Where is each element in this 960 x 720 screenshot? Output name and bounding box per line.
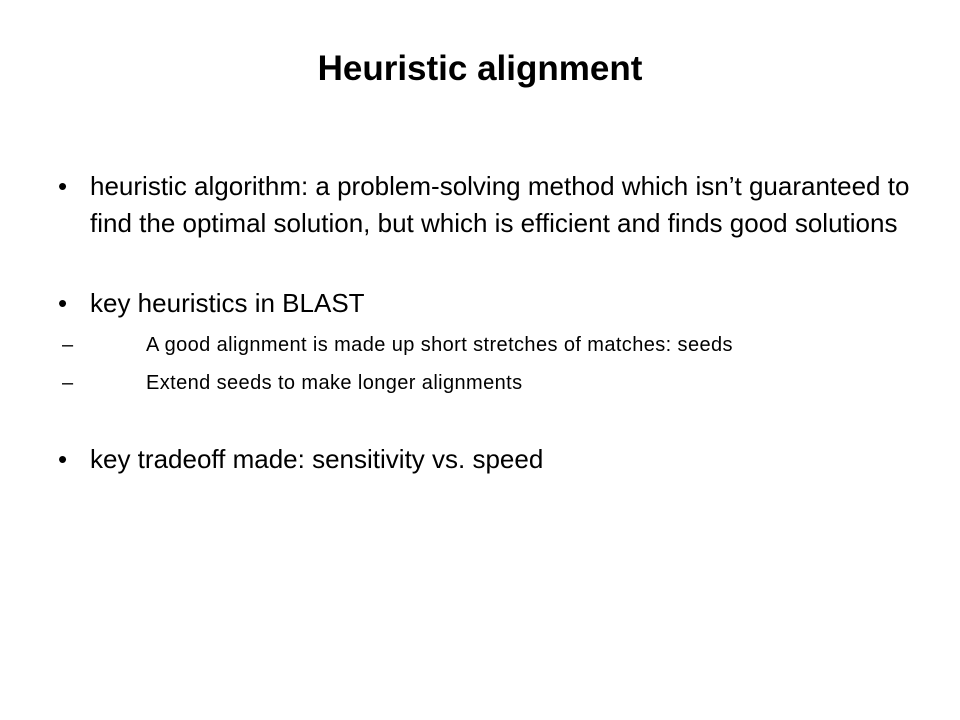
bullet-item-key-tradeoff bbox=[56, 441, 916, 478]
bullet-icon: • bbox=[58, 288, 68, 318]
bullet-icon: • bbox=[58, 171, 68, 201]
sub-bullet-item-extend-seeds bbox=[62, 368, 916, 398]
slide-title: Heuristic alignment bbox=[317, 49, 643, 88]
sub-bullet-item-seeds bbox=[62, 330, 916, 360]
bullet-text: heuristic algorithm: a problem-solving method which isn’t guaranteed to find the optimal solution, but which is efficient and finds good solutions bbox=[90, 171, 910, 238]
bullet-text: key tradeoff made: sensitivity vs. speed bbox=[90, 444, 544, 474]
sub-bullet-text: A good alignment is made up short stretches of matches: seeds bbox=[146, 334, 733, 356]
bullet-icon: • bbox=[58, 444, 68, 474]
sub-bullet-list bbox=[62, 330, 916, 398]
sub-bullet-text: Extend seeds to make longer alignments bbox=[146, 372, 523, 394]
dash-icon: – bbox=[62, 372, 74, 394]
bullet-item-heuristic-algorithm bbox=[56, 168, 916, 242]
dash-icon: – bbox=[62, 334, 74, 356]
bullet-list bbox=[56, 168, 916, 478]
bullet-item-key-heuristics bbox=[56, 285, 916, 398]
bullet-text: key heuristics in BLAST bbox=[90, 288, 365, 318]
